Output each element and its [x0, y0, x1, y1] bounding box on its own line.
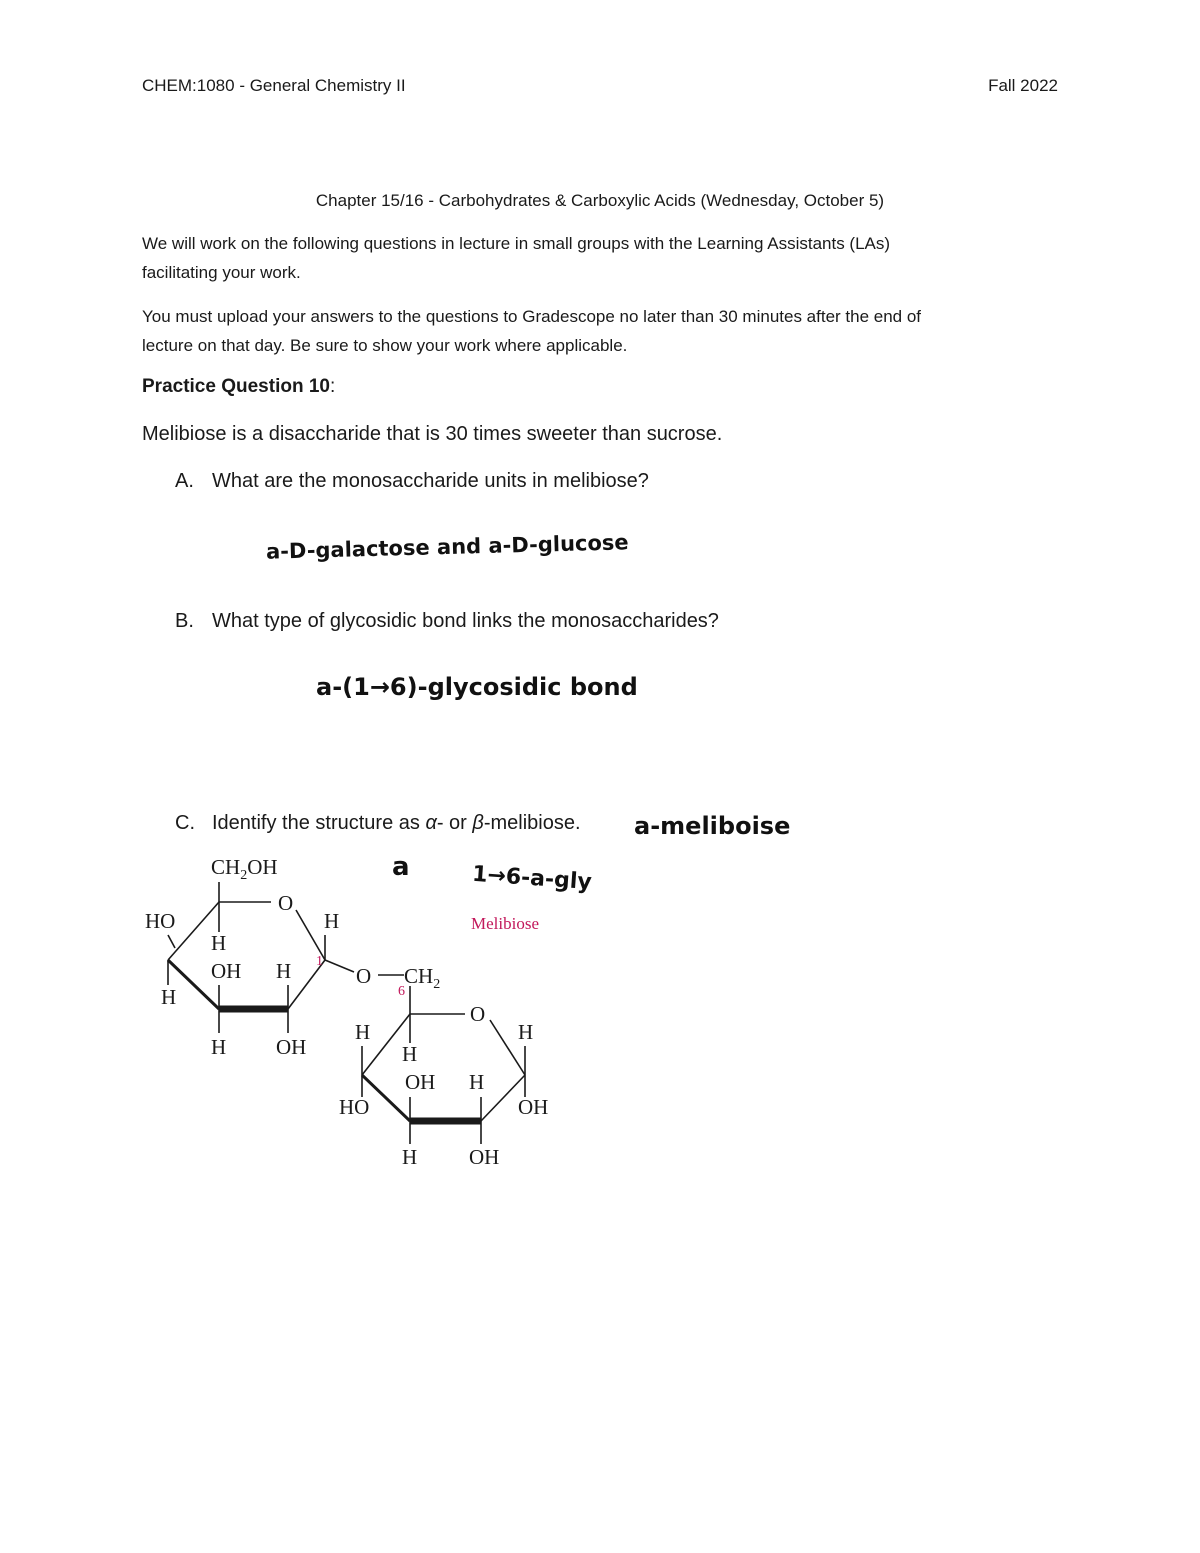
question-c-text-pre: Identify the structure as: [212, 812, 426, 834]
intro-line-1: We will work on the following questions in lecture in small groups with the Learning Assistants (LAs): [142, 234, 891, 253]
glc-c2-oh-label: OH: [469, 1145, 500, 1169]
practice-heading-colon: :: [329, 376, 336, 397]
gal-c3-oh-label: OH: [211, 959, 242, 983]
glc-c2-h-label: H: [469, 1070, 485, 1094]
question-statement: Melibiose is a disaccharide that is 30 times sweeter than sucrose.: [142, 423, 723, 445]
gal-ho-label: HO: [145, 909, 176, 933]
gal-c2-h-label: H: [276, 959, 292, 983]
document-title: Chapter 15/16 - Carbohydrates & Carboxylic Acids (Wednesday, October 5): [315, 191, 885, 210]
alpha-symbol: α: [425, 812, 437, 834]
gal-c4-ho-bond: [168, 935, 175, 948]
question-c-letter: C.: [175, 812, 195, 834]
glycosidic-bond-c1-o: [325, 960, 354, 972]
glc-c3-oh-label: OH: [405, 1070, 436, 1094]
question-c-text-mid: - or: [436, 812, 473, 834]
glc-ring-o-label: O: [470, 1002, 486, 1026]
question-b-text: What type of glycosidic bond links the monosaccharides?: [212, 610, 719, 632]
answer-b-handwritten: a-(1→6)-glycosidic bond: [316, 673, 638, 701]
melibiose-caption: Melibiose: [471, 914, 539, 933]
question-b-letter: B.: [175, 610, 194, 632]
answer-c-handwritten: a-meliboise: [634, 812, 791, 840]
glc-c4-ho-label: HO: [339, 1095, 370, 1119]
note-linkage-handwritten: 1→6-a-gly: [471, 861, 593, 896]
question-a-text: What are the monosaccharide units in melibiose?: [212, 470, 649, 492]
glc-ch2-label: $CH_2$: [404, 964, 441, 992]
upload-line-1: You must upload your answers to the questions to Gradescope no later than 30 minutes after the end of: [142, 307, 922, 326]
question-c-text-post: -melibiose.: [483, 812, 581, 834]
gal-bond-o-c1: [296, 910, 325, 960]
question-a-letter: A.: [175, 470, 194, 492]
glycosidic-o-label: O: [356, 964, 372, 988]
carbon-1-number: 1: [316, 954, 323, 969]
carbon-6-number: 6: [398, 984, 405, 999]
practice-heading-label: Practice Question 10: [142, 376, 330, 397]
course-title: CHEM:1080 - General Chemistry II: [142, 76, 406, 95]
gal-c4-h-label: H: [161, 985, 177, 1009]
gal-c3-h-label: H: [211, 1035, 227, 1059]
beta-symbol: β: [472, 812, 484, 834]
note-alpha-handwritten: a: [392, 852, 410, 882]
glc-c4-h-label: H: [355, 1020, 371, 1044]
gal-c1-h-label: H: [324, 909, 340, 933]
upload-line-2: lecture on that day. Be sure to show your work where applicable.: [142, 336, 628, 355]
glc-c1-h-label: H: [518, 1020, 534, 1044]
glc-c5-h-label: H: [402, 1042, 418, 1066]
term-label: Fall 2022: [988, 76, 1058, 95]
intro-line-2: facilitating your work.: [142, 263, 301, 282]
gal-c5-h-label: H: [211, 931, 227, 955]
gal-c2-oh-label: OH: [276, 1035, 307, 1059]
glc-c3-h-label: H: [402, 1145, 418, 1169]
glc-c1-oh-label: OH: [518, 1095, 549, 1119]
gal-ring-o-label: O: [278, 891, 294, 915]
answer-a-handwritten: a-D-galactose and a-D-glucose: [265, 530, 629, 564]
gal-ch2oh-label: $CH_2OH$: [211, 855, 278, 883]
